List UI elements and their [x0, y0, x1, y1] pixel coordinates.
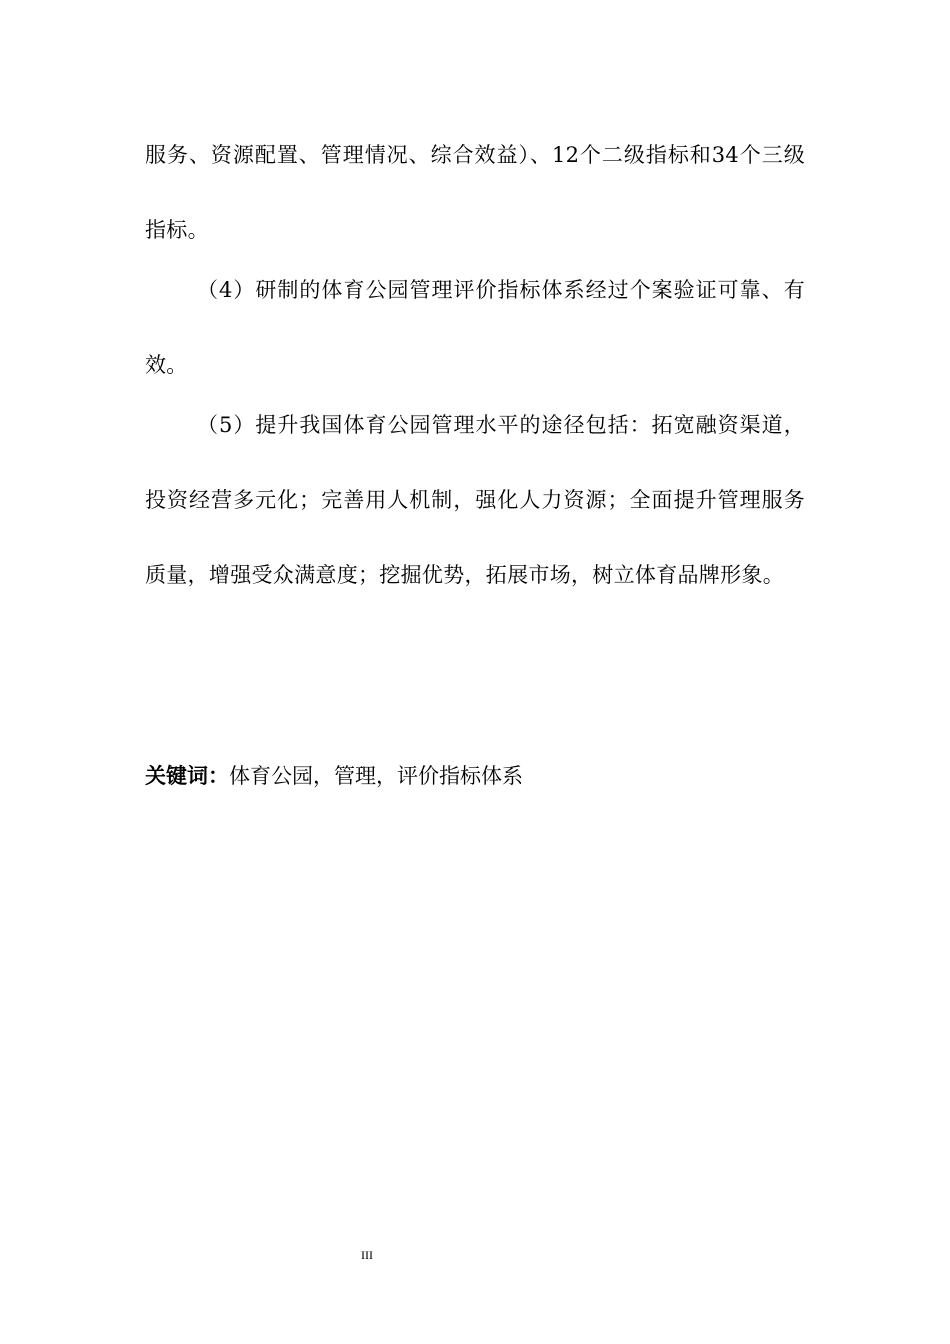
keywords-value: 体育公园，管理，评价指标体系 [229, 764, 523, 788]
paragraph-item-5: （5）提升我国体育公园管理水平的途径包括：拓宽融资渠道，投资经营多元化；完善用人机制，强化人力资源；全面提升管理服务质量，增强受众满意度；挖掘优势，拓展市场，树立体育品牌形象。 [145, 413, 805, 587]
keywords-line [145, 758, 523, 794]
keywords-label: 关键词： [145, 764, 229, 788]
paragraph-item-4: （4）研制的体育公园管理评价指标体系经过个案验证可靠、有效。 [145, 278, 805, 377]
page-number: III [361, 1248, 373, 1262]
paragraph-continuation: 服务、资源配置、管理情况、综合效益）、12个二级指标和34个三级指标。 [145, 143, 805, 242]
